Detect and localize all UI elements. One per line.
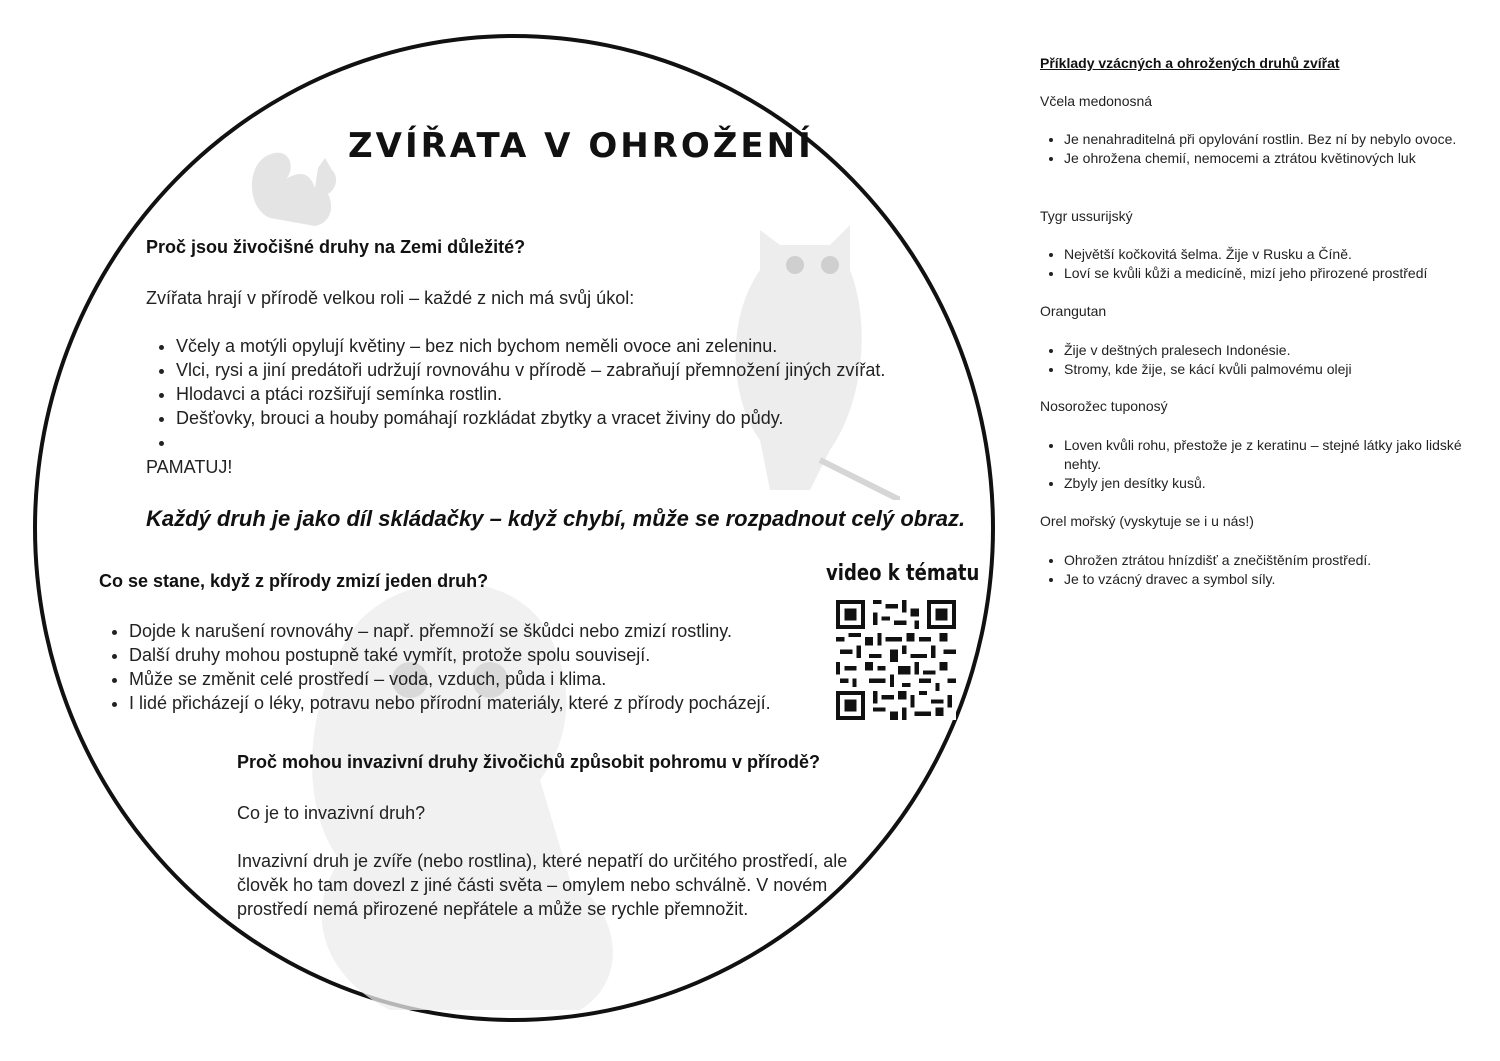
list-item: • Je nenahraditelná při opylování rostlin. Bez ní by nebylo ovoce. [1064,130,1456,149]
list-item: • Zbyly jen desítky kusů. [1064,474,1464,493]
section1-bullet-list [146,334,885,454]
list-item: • Loví se kvůli kůži a medicíně, mizí jeho přirozené prostředí [1064,264,1427,283]
section3-line: Invazivní druh je zvíře (nebo rostlina), které nepatří do určitého prostředí, ale [237,851,848,871]
list-item: • Loven kvůli rohu, přestože je z keratinu – stejné látky jako lidské nehty. [1064,436,1464,474]
list-item: • Vlci, rysi a jiní predátoři udržují rovnováhu v přírodě – zabraňují přemnožení jiných zvířat. [176,358,885,382]
list-item: • Dojde k narušení rovnováhy – např. přemnoží se škůdci nebo zmizí rostliny. [129,619,771,643]
animal-name: Tygr ussurijský [1040,208,1133,224]
animal-facts [1040,551,1371,589]
animal-name: Včela medonosná [1040,93,1153,109]
list-item: • Dešťovky, brouci a houby pomáhají rozkládat zbytky a vracet živiny do půdy. [176,406,885,430]
squirrel-illustration [240,128,350,238]
list-item: • Ohrožen ztrátou hnízdišť a znečištěním prostředí. [1064,551,1371,570]
video-label: video k tématu [826,561,980,586]
section1-heading: Proč jsou živočišné druhy na Zemi důležité? [146,237,526,257]
section1-intro: Zvířata hrají v přírodě velkou roli – každé z nich má svůj úkol: [146,288,635,308]
sidebar-heading: Příklady vzácných a ohrožených druhů zvířat [1040,55,1340,71]
animal-facts [1040,436,1464,493]
section3-question: Co je to invazivní druh? [237,803,426,823]
motto: Každý druh je jako díl skládačky – když chybí, může se rozpadnout celý obraz. [146,506,966,531]
section2-heading: Co se stane, když z přírody zmizí jeden druh? [99,571,489,591]
animal-name: Orangutan [1040,303,1107,319]
qr-code-icon[interactable] [836,600,956,720]
animal-facts [1040,245,1427,283]
section2-bullet-list [99,619,771,715]
empty-list-item [176,430,885,454]
list-item: • Je ohrožena chemií, nemocemi a ztrátou květinových luk [1064,149,1456,168]
list-item: • Stromy, kde žije, se kácí kvůli palmovému oleji [1064,360,1352,379]
list-item: • Může se změnit celé prostředí – voda, vzduch, půda i klima. [129,667,771,691]
animal-name: Nosorožec tuponosý [1040,398,1168,414]
section3-line: člověk ho tam dovezl z jiné části světa – omylem nebo schválně. V novém [237,875,828,895]
list-item: • Další druhy mohou postupně také vymřít, protože spolu souvisejí. [129,643,771,667]
list-item: • Hlodavci a ptáci rozšiřují semínka rostlin. [176,382,885,406]
list-item: • Žije v deštných pralesech Indonésie. [1064,341,1352,360]
section3-line: prostředí nemá přirozené nepřátele a může se rychle přemnožit. [237,899,749,919]
animal-facts [1040,130,1456,168]
section3-heading: Proč mohou invazivní druhy živočichů způsobit pohromu v přírodě? [237,752,821,772]
list-item: • Včely a motýli opylují květiny – bez nich bychom neměli ovoce ani zeleninu. [176,334,885,358]
animal-name: Orel mořský (vyskytuje se i u nás!) [1040,513,1254,529]
list-item: • I lidé přicházejí o léky, potravu nebo přírodní materiály, které z přírody pocházejí. [129,691,771,715]
animal-facts [1040,341,1352,379]
page-title: ZVÍŘATA V OHROŽENÍ [348,126,814,166]
remember-label: PAMATUJ! [146,457,233,477]
list-item: • Je to vzácný dravec a symbol síly. [1064,570,1371,589]
list-item: • Největší kočkovitá šelma. Žije v Rusku a Číně. [1064,245,1427,264]
